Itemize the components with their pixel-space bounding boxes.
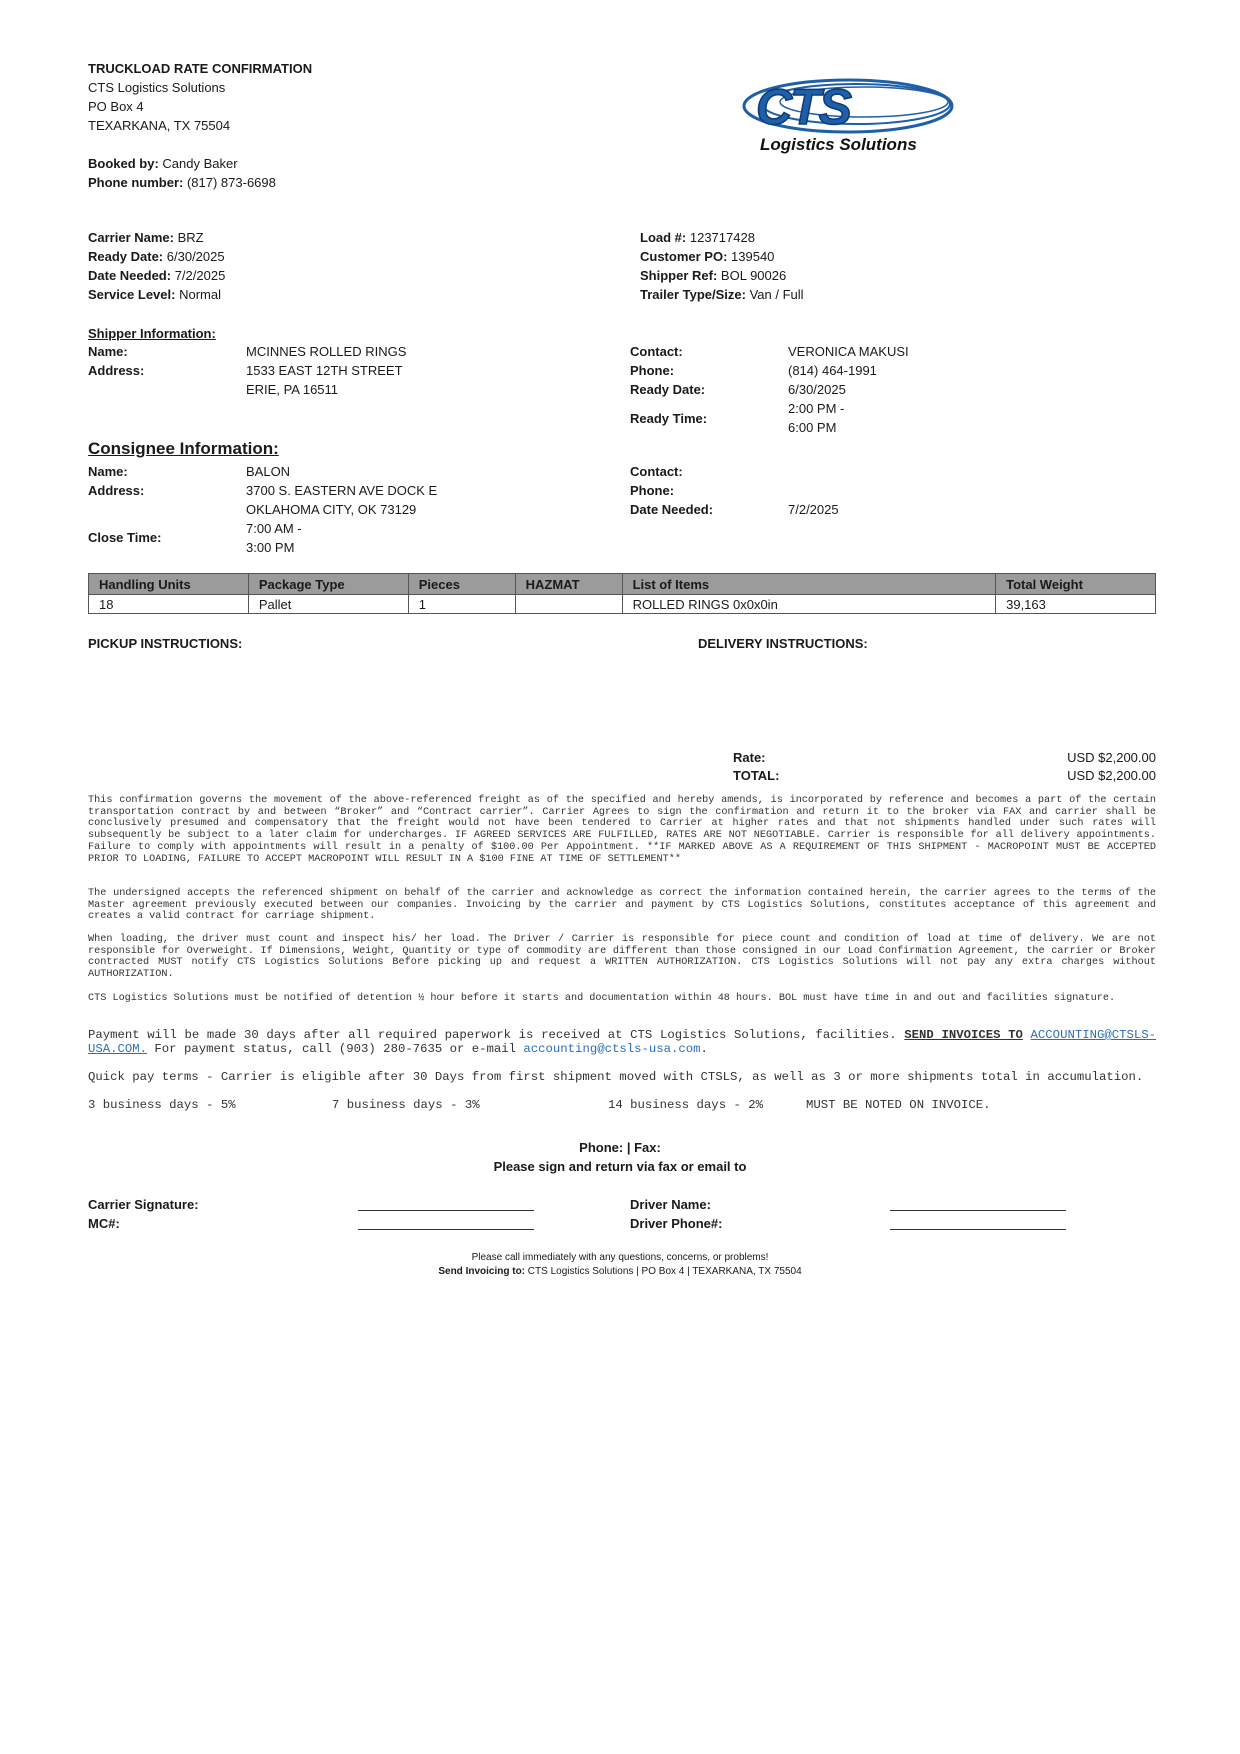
consignee-address-label: Address: <box>88 483 145 498</box>
document-title: TRUCKLOAD RATE CONFIRMATION <box>88 61 313 76</box>
shipper-ready-time-start: 2:00 PM - <box>788 401 845 416</box>
carrier-signature-line[interactable] <box>358 1210 534 1211</box>
load-number <box>640 229 755 246</box>
rate-label: Rate: <box>733 750 766 765</box>
shipper-ready-date: 6/30/2025 <box>788 382 846 397</box>
company-address-line1: PO Box 4 <box>88 99 144 114</box>
pickup-instructions-label: PICKUP INSTRUCTIONS: <box>88 636 243 651</box>
svg-text:Logistics Solutions: Logistics Solutions <box>760 135 917 154</box>
sign-and-return: Please sign and return via fax or email to <box>493 1159 747 1174</box>
consignee-phone-label: Phone: <box>630 483 675 498</box>
company-logo <box>738 78 958 158</box>
company-address-line2: TEXARKANA, TX 75504 <box>88 118 231 133</box>
ready-date-label: Ready Date: <box>88 249 164 264</box>
delivery-instructions-label: DELIVERY INSTRUCTIONS: <box>698 636 868 651</box>
quick-pay-tier-3: 14 business days - 2% <box>608 1098 763 1112</box>
items-table <box>88 573 1156 614</box>
carrier-name <box>88 229 204 246</box>
total-value: USD $2,200.00 <box>1067 768 1156 783</box>
call-note: Please call immediately with any questions, concerns, or problems! <box>471 1252 769 1263</box>
column-header: Pieces <box>408 574 515 595</box>
consignee-close-time-start: 7:00 AM - <box>246 521 302 536</box>
shipper-ready-time-end: 6:00 PM <box>788 420 837 435</box>
shipper-ready-date-label: Ready Date: <box>630 382 706 397</box>
date-needed-label: Date Needed: <box>88 268 172 283</box>
consignee-address-line2: OKLAHOMA CITY, OK 73129 <box>246 502 417 517</box>
quick-pay-tier-1: 3 business days - 5% <box>88 1098 236 1112</box>
payment-terms-text: Payment will be made 30 days after all required paperwork is received at CTS Logistics Solutions, facilities. <box>88 1028 897 1042</box>
quick-pay-terms: Quick pay terms - Carrier is eligible after 30 Days from first shipment moved with CTSLS, as well as 3 or more shipments total in accumulation. <box>88 1070 1144 1084</box>
terms-paragraph-4: CTS Logistics Solutions must be notified of detention ½ hour before it starts and documentation within 48 hours. BOL must have time in and out and facilities signature. <box>88 993 1116 1004</box>
payment-terms <box>88 1028 1156 1056</box>
consignee-name: BALON <box>246 464 291 479</box>
column-header: HAZMAT <box>515 574 622 595</box>
rate-value: USD $2,200.00 <box>1067 750 1156 765</box>
column-header: List of Items <box>622 574 996 595</box>
booked-by-label: Booked by: <box>88 156 159 171</box>
driver-name-label: Driver Name: <box>630 1197 711 1212</box>
payment-status-text: For payment status, call (903) 280-7635 or e-mail <box>147 1042 524 1056</box>
shipper-name-label: Name: <box>88 344 128 359</box>
trailer-type-value: Van / Full <box>749 287 804 302</box>
shipper-contact: VERONICA MAKUSI <box>788 344 909 359</box>
consignee-close-time-end: 3:00 PM <box>246 540 295 555</box>
booker-phone-value: (817) 873-6698 <box>186 175 276 190</box>
shipper-ref-value: BOL 90026 <box>720 268 787 283</box>
carrier-signature-label: Carrier Signature: <box>88 1197 199 1212</box>
load-number-value: 123717428 <box>689 230 755 245</box>
payment-terms-period: . <box>700 1042 708 1056</box>
cts-logo-graphic <box>738 78 958 158</box>
items-table-header-row <box>89 574 1156 595</box>
shipper-address-label: Address: <box>88 363 145 378</box>
date-needed <box>88 267 225 284</box>
consignee-date-needed-label: Date Needed: <box>630 502 714 517</box>
mc-number-line[interactable] <box>358 1229 534 1230</box>
service-level-label: Service Level: <box>88 287 176 302</box>
hazmat-cell <box>515 595 622 614</box>
shipper-ref <box>640 267 786 284</box>
booked-by-value: Candy Baker <box>162 156 238 171</box>
service-level <box>88 286 221 303</box>
customer-po <box>640 248 774 265</box>
phone-fax: Phone: | Fax: <box>579 1140 661 1155</box>
carrier-name-label: Carrier Name: <box>88 230 174 245</box>
ready-date-value: 6/30/2025 <box>166 249 225 264</box>
trailer-type-label: Trailer Type/Size: <box>640 287 746 302</box>
driver-name-line[interactable] <box>890 1210 1066 1211</box>
send-invoicing <box>0 1265 1240 1278</box>
shipper-address-line1: 1533 EAST 12TH STREET <box>246 363 403 378</box>
quick-pay-note: MUST BE NOTED ON INVOICE. <box>806 1098 991 1112</box>
consignee-contact-label: Contact: <box>630 464 683 479</box>
consignee-close-time-label: Close Time: <box>88 530 162 545</box>
consignee-heading: Consignee Information: <box>88 439 279 458</box>
booker-phone-label: Phone number: <box>88 175 184 190</box>
booker-phone <box>88 174 276 191</box>
handling-units-cell: 18 <box>89 595 249 614</box>
total-label: TOTAL: <box>733 768 780 783</box>
trailer-type <box>640 286 804 303</box>
svg-text:CTS: CTS <box>756 79 850 135</box>
shipper-phone-label: Phone: <box>630 363 675 378</box>
customer-po-label: Customer PO: <box>640 249 728 264</box>
quick-pay-tier-2: 7 business days - 3% <box>332 1098 480 1112</box>
list-of-items-cell: ROLLED RINGS 0x0x0in <box>622 595 996 614</box>
package-type-cell: Pallet <box>248 595 408 614</box>
send-invoicing-value: CTS Logistics Solutions | PO Box 4 | TEXARKANA, TX 75504 <box>527 1266 802 1277</box>
shipper-name: MCINNES ROLLED RINGS <box>246 344 407 359</box>
pieces-cell: 1 <box>408 595 515 614</box>
column-header: Package Type <box>248 574 408 595</box>
mc-number-label: MC#: <box>88 1216 120 1231</box>
shipper-contact-label: Contact: <box>630 344 683 359</box>
customer-po-value: 139540 <box>731 249 775 264</box>
column-header: Handling Units <box>89 574 249 595</box>
terms-paragraph-3: When loading, the driver must count and inspect his/ her load. The Driver / Carrier is responsible for piece count and condition of load at time of delivery. We are not responsible for Overweight. If Dimensions, Weight, Quantity or type of commodity are different than those consigned in our Load Confirmation Agreement, the carrier or Broker contracted MUST notify CTS Logistics Solutions Before picking up and request a WRITTEN AUTHORIZATION. CTS Logistics Solutions will not pay any extra charges without AUTHORIZATION. <box>88 934 1156 981</box>
shipper-address-line2: ERIE, PA 16511 <box>246 382 339 397</box>
send-invoicing-label: Send Invoicing to: <box>438 1266 526 1277</box>
carrier-name-value: BRZ <box>177 230 204 245</box>
shipper-phone: (814) 464-1991 <box>788 363 877 378</box>
shipper-ref-label: Shipper Ref: <box>640 268 718 283</box>
column-header: Total Weight <box>996 574 1156 595</box>
driver-phone-line[interactable] <box>890 1229 1066 1230</box>
terms-paragraph-2: The undersigned accepts the referenced shipment on behalf of the carrier and acknowledge as correct the information contained herein, the carrier agrees to the terms of the Master agreement previously executed between our companies. Invoicing by the carrier and payment by CTS Logistics Solutions, constitutes acceptance of this agreement and creates a valid contract for carriage shipment. <box>88 888 1156 923</box>
table-row <box>89 595 1156 614</box>
consignee-date-needed: 7/2/2025 <box>788 502 839 517</box>
consignee-address-line1: 3700 S. EASTERN AVE DOCK E <box>246 483 438 498</box>
load-number-label: Load #: <box>640 230 687 245</box>
total-weight-cell: 39,163 <box>996 595 1156 614</box>
accounting-email-link-2[interactable]: accounting@ctsls-usa.com <box>523 1042 701 1056</box>
send-invoices-to: SEND INVOICES TO <box>904 1028 1023 1042</box>
consignee-name-label: Name: <box>88 464 128 479</box>
shipper-heading: Shipper Information: <box>88 326 216 341</box>
shipper-ready-time-label: Ready Time: <box>630 411 708 426</box>
booked-by <box>88 155 238 172</box>
ready-date <box>88 248 225 265</box>
company-name: CTS Logistics Solutions <box>88 80 226 95</box>
accounting-email-link[interactable]: ACCOUNTING@CTSLS-USA.COM. <box>88 1028 1156 1056</box>
service-level-value: Normal <box>179 287 221 302</box>
terms-paragraph-1: This confirmation governs the movement of the above-referenced freight as of the specified and hereby amends, is incorporated by reference and becomes a part of the certain transportation contract by and between “Broker” and “Contract carrier”. Carrier Agrees to sign the confirmation and return it to the broker via FAX and carrier shall be conclusively presumed and compensatory that the freight would not have been tendered to Carrier at higher rates and that not shipments handled under such rates will subsequently be subject to a later claim for undercharges. IF AGREED SERVICES ARE FULFILLED, RATES ARE NOT NEGOTIABLE. Carrier is responsible for all delivery appointments. Failure to comply with appointments will result in a penalty of $100.00 Per Appointment. **IF MARKED ABOVE AS A REQUIREMENT OF THIS SHIPMENT - MACROPOINT MUST BE ACCEPTED PRIOR TO LOADING, FAILURE TO ACCEPT MACROPOINT WILL RESULT IN A $100 FINE AT TIME OF SETTLEMENT** <box>88 795 1156 865</box>
date-needed-value: 7/2/2025 <box>174 268 226 283</box>
driver-phone-label: Driver Phone#: <box>630 1216 723 1231</box>
